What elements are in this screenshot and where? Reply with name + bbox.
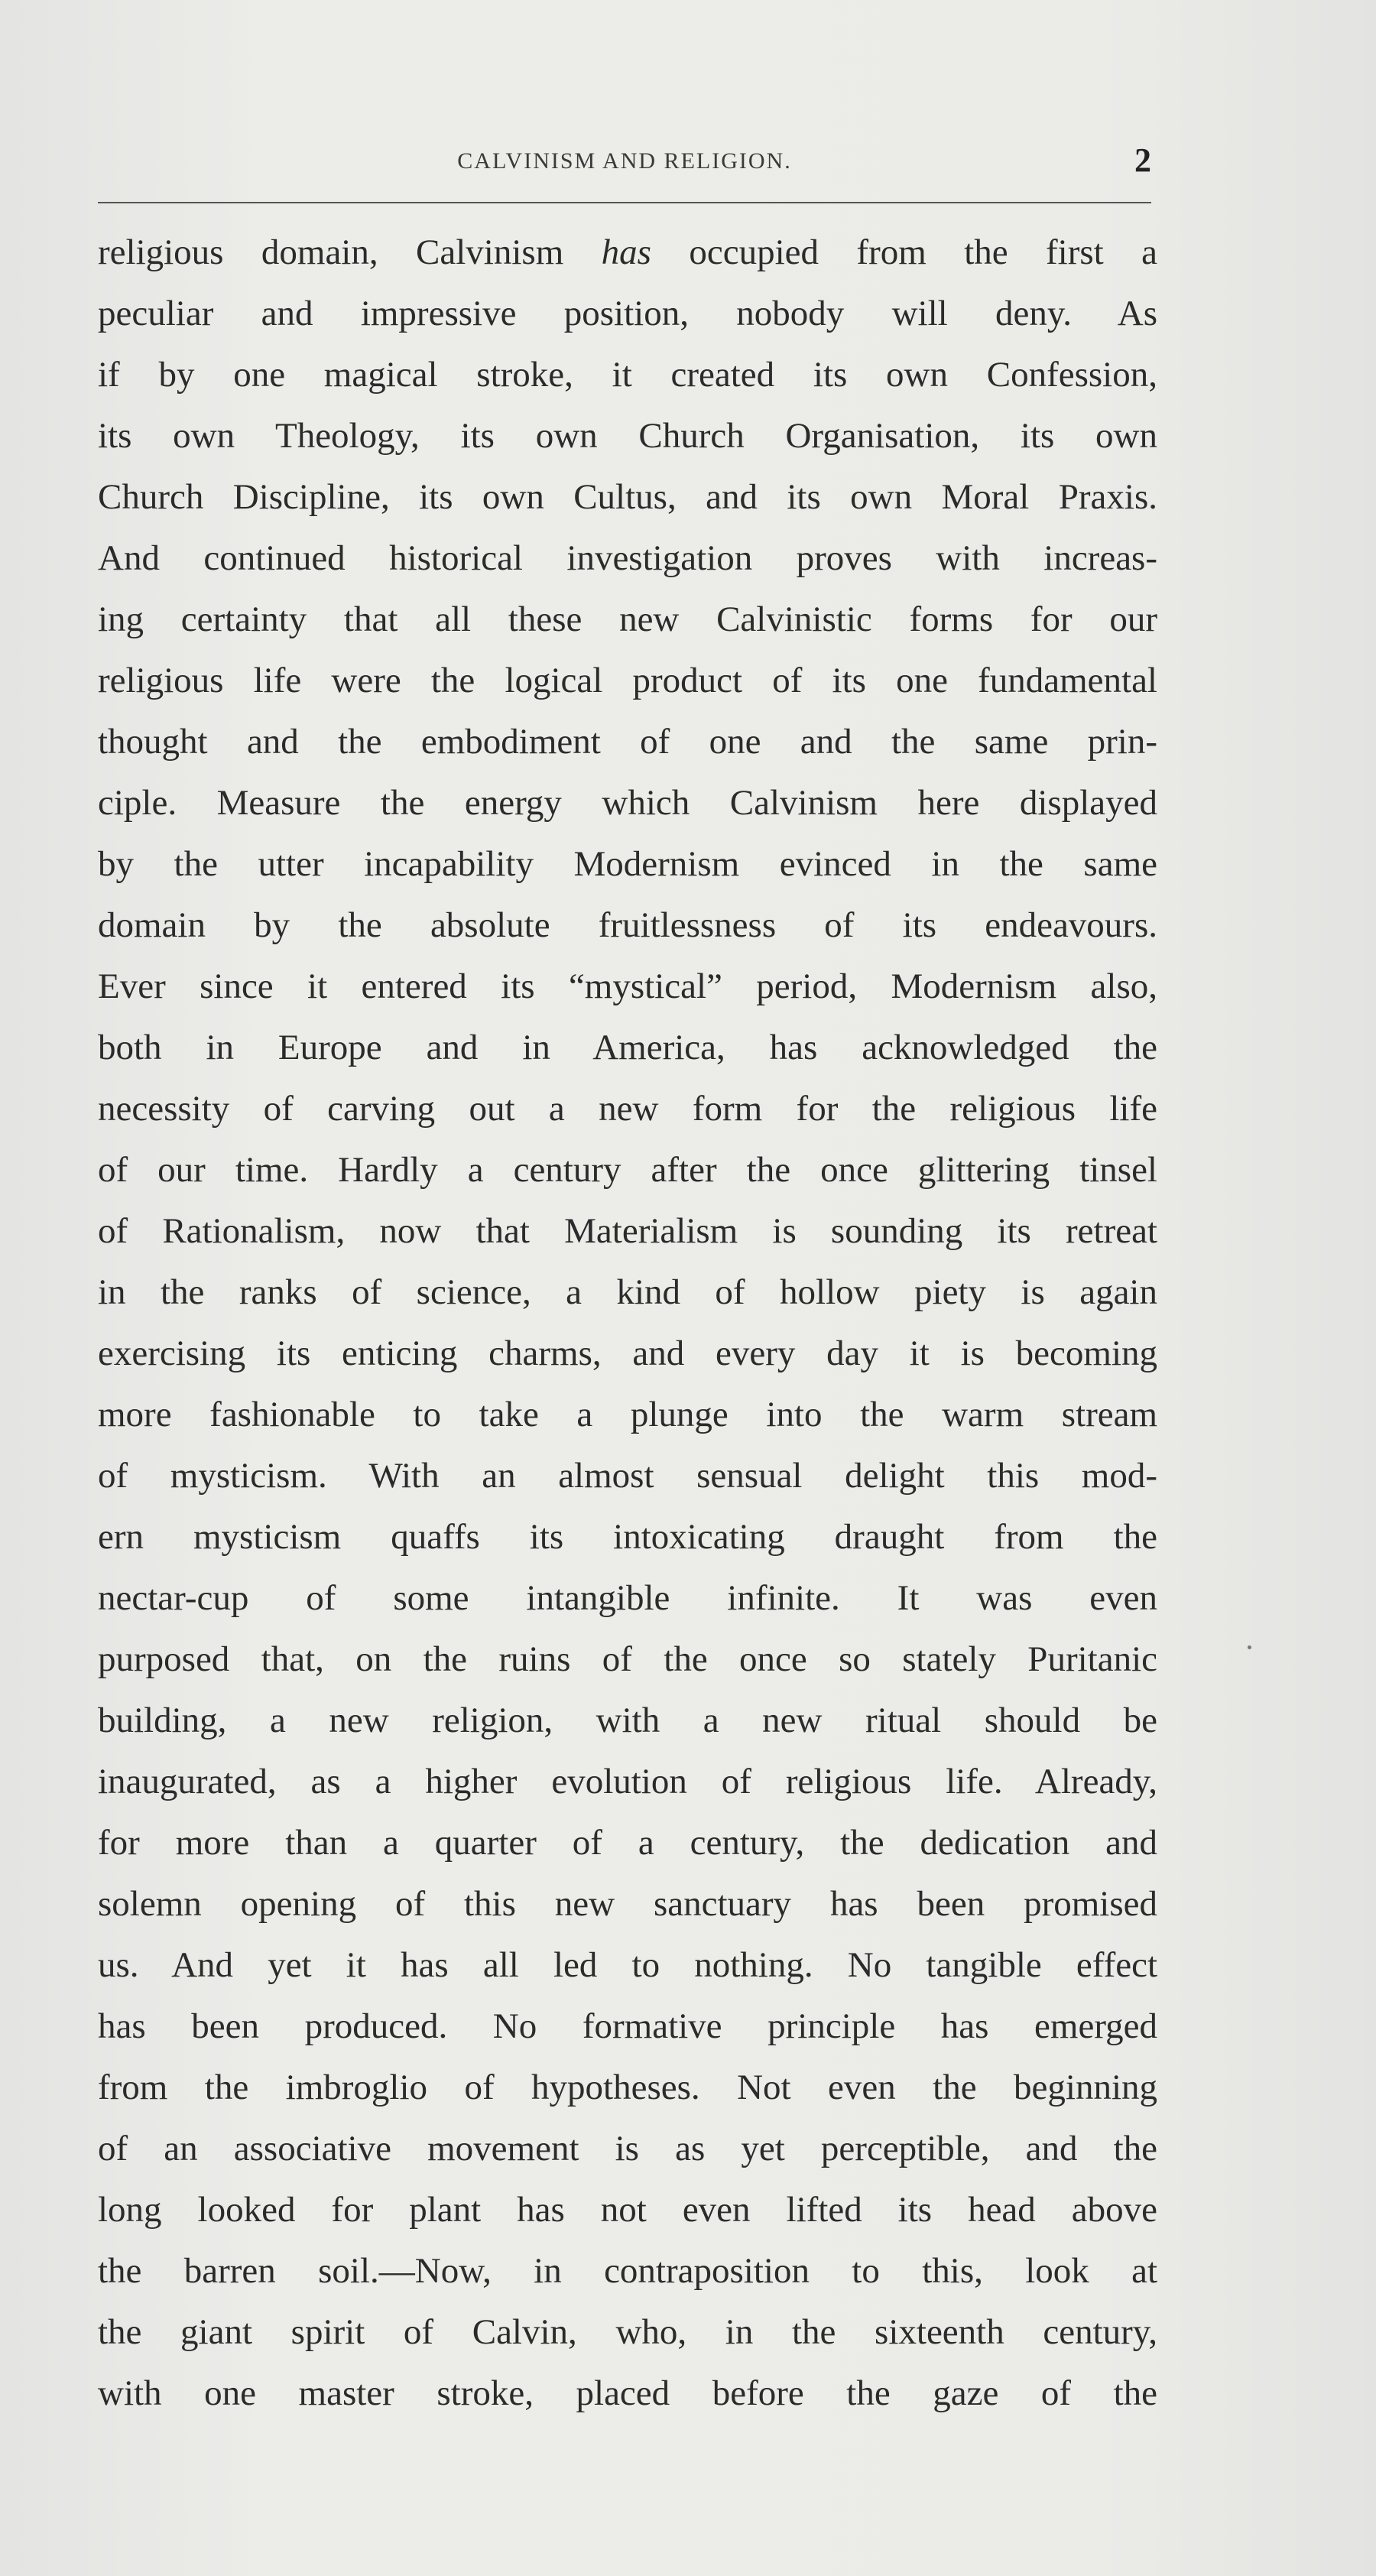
text-line: Ever since it entered its “mystical” period, Modernism also,: [98, 966, 1157, 1006]
text-line: long looked for plant has not even lifted its head above: [98, 2190, 1157, 2230]
text-line: religious life were the logical product of its one fundamental: [98, 661, 1157, 700]
text-line: has been produced. No formative principle has emerged: [98, 2006, 1157, 2046]
header-rule: [98, 202, 1151, 203]
text-line: in the ranks of science, a kind of hollow piety is again: [98, 1272, 1157, 1312]
text-line: more fashionable to take a plunge into the warm stream: [98, 1395, 1157, 1434]
text-line: of Rationalism, now that Materialism is sounding its retreat: [98, 1211, 1157, 1251]
text-line: religious domain, Calvinism has occupied from the first a: [98, 232, 1157, 272]
text-line: Church Discipline, its own Cultus, and its own Moral Praxis.: [98, 477, 1157, 517]
text-line: nectar-cup of some intangible infinite. It was even: [98, 1578, 1157, 1618]
paper-speck: [1248, 1645, 1251, 1649]
running-title: CALVINISM AND RELIGION.: [457, 148, 792, 174]
text-line: the barren soil.—Now, in contraposition to this, look at: [98, 2251, 1157, 2291]
text-line: ern mysticism quaffs its intoxicating draught from the: [98, 1517, 1157, 1557]
text-line: necessity of carving out a new form for the religious life: [98, 1089, 1157, 1129]
emphasis: has: [601, 232, 651, 272]
running-header: [98, 138, 1151, 206]
text-line: exercising its enticing charms, and every day it is becoming: [98, 1333, 1157, 1373]
text-line: the giant spirit of Calvin, who, in the sixteenth century,: [98, 2312, 1157, 2352]
text-line: with one master stroke, placed before the gaze of the: [98, 2373, 1157, 2413]
body-text: [98, 222, 1157, 2424]
text-line: ing certainty that all these new Calvinistic forms for our: [98, 599, 1157, 639]
text-line: inaugurated, as a higher evolution of religious life. Already,: [98, 1762, 1157, 1801]
text-line: of mysticism. With an almost sensual delight this mod-: [98, 1456, 1157, 1496]
text-line: from the imbroglio of hypotheses. Not even the beginning: [98, 2068, 1157, 2107]
text-line: domain by the absolute fruitlessness of its endeavours.: [98, 905, 1157, 945]
page-number: 2: [1134, 141, 1151, 179]
text-line: both in Europe and in America, has acknowledged the: [98, 1028, 1157, 1067]
text-line: by the utter incapability Modernism evinced in the same: [98, 844, 1157, 884]
text-line: if by one magical stroke, it created its own Confession,: [98, 355, 1157, 395]
text-line: for more than a quarter of a century, the dedication and: [98, 1823, 1157, 1863]
text-line: And continued historical investigation proves with increas-: [98, 538, 1157, 578]
text-line: of our time. Hardly a century after the once glittering tinsel: [98, 1150, 1157, 1190]
text-line: of an associative movement is as yet perceptible, and the: [98, 2129, 1157, 2168]
text-line: ciple. Measure the energy which Calvinism here displayed: [98, 783, 1157, 823]
text-line: its own Theology, its own Church Organisation, its own: [98, 416, 1157, 456]
text-line: thought and the embodiment of one and the same prin-: [98, 722, 1157, 762]
text-line: peculiar and impressive position, nobody will deny. As: [98, 294, 1157, 333]
text-line: us. And yet it has all led to nothing. No tangible effect: [98, 1945, 1157, 1985]
text-line: building, a new religion, with a new ritual should be: [98, 1701, 1157, 1740]
text-line: purposed that, on the ruins of the once so stately Puritanic: [98, 1639, 1157, 1679]
text-line: solemn opening of this new sanctuary has been promised: [98, 1884, 1157, 1924]
